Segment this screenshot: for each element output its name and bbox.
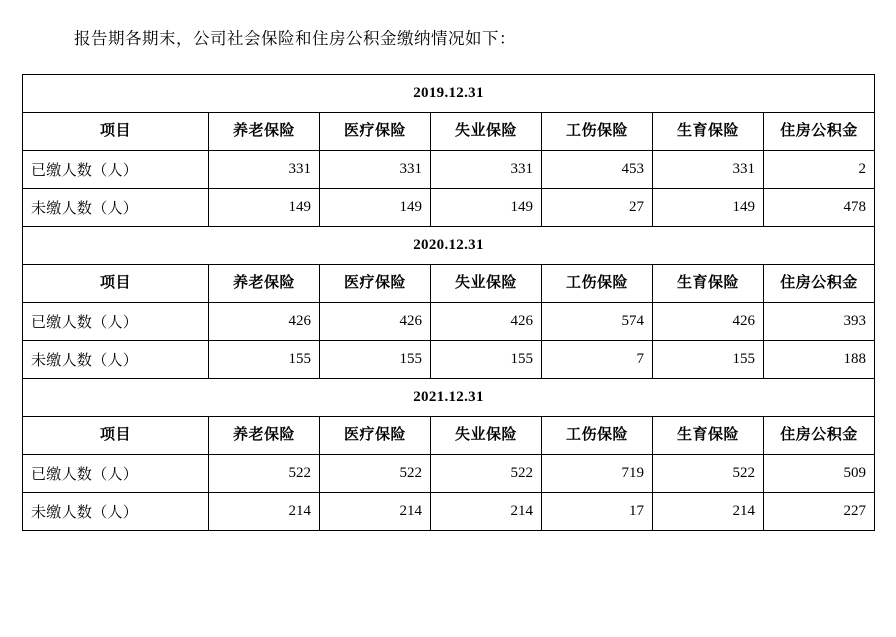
column-header-housing-fund: 住房公积金 bbox=[764, 417, 875, 455]
intro-paragraph: 报告期各期末，公司社会保险和住房公积金缴纳情况如下： bbox=[74, 28, 516, 48]
column-header-housing-fund: 住房公积金 bbox=[764, 113, 875, 151]
row-label: 未缴人数（人） bbox=[23, 189, 209, 227]
row-label: 未缴人数（人） bbox=[23, 341, 209, 379]
column-header-unemployment: 失业保险 bbox=[431, 113, 542, 151]
cell-value: 2 bbox=[764, 151, 875, 189]
table-row-header bbox=[23, 265, 875, 303]
year-heading: 2020.12.31 bbox=[23, 227, 875, 265]
column-header-maternity: 生育保险 bbox=[653, 417, 764, 455]
cell-value: 478 bbox=[764, 189, 875, 227]
table-row bbox=[23, 189, 875, 227]
column-header-item: 项目 bbox=[23, 113, 209, 151]
table-row bbox=[23, 151, 875, 189]
cell-value: 522 bbox=[209, 455, 320, 493]
column-header-maternity: 生育保险 bbox=[653, 265, 764, 303]
cell-value: 149 bbox=[320, 189, 431, 227]
cell-value: 149 bbox=[653, 189, 764, 227]
cell-value: 426 bbox=[431, 303, 542, 341]
row-label: 未缴人数（人） bbox=[23, 493, 209, 531]
table-row-year bbox=[23, 379, 875, 417]
table-row bbox=[23, 493, 875, 531]
document-page bbox=[0, 17, 896, 637]
column-header-unemployment: 失业保险 bbox=[431, 417, 542, 455]
cell-value: 7 bbox=[542, 341, 653, 379]
cell-value: 149 bbox=[431, 189, 542, 227]
table-row bbox=[23, 341, 875, 379]
cell-value: 331 bbox=[320, 151, 431, 189]
cell-value: 426 bbox=[653, 303, 764, 341]
table-row-year bbox=[23, 75, 875, 113]
table-row-header bbox=[23, 417, 875, 455]
cell-value: 27 bbox=[542, 189, 653, 227]
cell-value: 509 bbox=[764, 455, 875, 493]
cell-value: 426 bbox=[320, 303, 431, 341]
column-header-pension: 养老保险 bbox=[209, 417, 320, 455]
year-heading: 2021.12.31 bbox=[23, 379, 875, 417]
cell-value: 522 bbox=[653, 455, 764, 493]
table-row bbox=[23, 303, 875, 341]
column-header-medical: 医疗保险 bbox=[320, 417, 431, 455]
row-label: 已缴人数（人） bbox=[23, 151, 209, 189]
cell-value: 214 bbox=[209, 493, 320, 531]
social-insurance-table bbox=[22, 74, 875, 531]
cell-value: 214 bbox=[320, 493, 431, 531]
cell-value: 331 bbox=[653, 151, 764, 189]
row-label: 已缴人数（人） bbox=[23, 455, 209, 493]
column-header-unemployment: 失业保险 bbox=[431, 265, 542, 303]
column-header-housing-fund: 住房公积金 bbox=[764, 265, 875, 303]
cell-value: 155 bbox=[431, 341, 542, 379]
cell-value: 214 bbox=[431, 493, 542, 531]
cell-value: 149 bbox=[209, 189, 320, 227]
cell-value: 155 bbox=[320, 341, 431, 379]
year-heading: 2019.12.31 bbox=[23, 75, 875, 113]
column-header-item: 项目 bbox=[23, 265, 209, 303]
cell-value: 522 bbox=[431, 455, 542, 493]
column-header-injury: 工伤保险 bbox=[542, 265, 653, 303]
column-header-pension: 养老保险 bbox=[209, 265, 320, 303]
column-header-medical: 医疗保险 bbox=[320, 265, 431, 303]
column-header-injury: 工伤保险 bbox=[542, 417, 653, 455]
cell-value: 522 bbox=[320, 455, 431, 493]
column-header-injury: 工伤保险 bbox=[542, 113, 653, 151]
cell-value: 426 bbox=[209, 303, 320, 341]
table-row bbox=[23, 455, 875, 493]
cell-value: 453 bbox=[542, 151, 653, 189]
cell-value: 155 bbox=[209, 341, 320, 379]
cell-value: 719 bbox=[542, 455, 653, 493]
cell-value: 331 bbox=[209, 151, 320, 189]
column-header-medical: 医疗保险 bbox=[320, 113, 431, 151]
cell-value: 214 bbox=[653, 493, 764, 531]
row-label: 已缴人数（人） bbox=[23, 303, 209, 341]
table-row-year bbox=[23, 227, 875, 265]
column-header-item: 项目 bbox=[23, 417, 209, 455]
cell-value: 188 bbox=[764, 341, 875, 379]
cell-value: 574 bbox=[542, 303, 653, 341]
table-row-header bbox=[23, 113, 875, 151]
cell-value: 17 bbox=[542, 493, 653, 531]
cell-value: 227 bbox=[764, 493, 875, 531]
column-header-maternity: 生育保险 bbox=[653, 113, 764, 151]
cell-value: 155 bbox=[653, 341, 764, 379]
column-header-pension: 养老保险 bbox=[209, 113, 320, 151]
cell-value: 331 bbox=[431, 151, 542, 189]
cell-value: 393 bbox=[764, 303, 875, 341]
